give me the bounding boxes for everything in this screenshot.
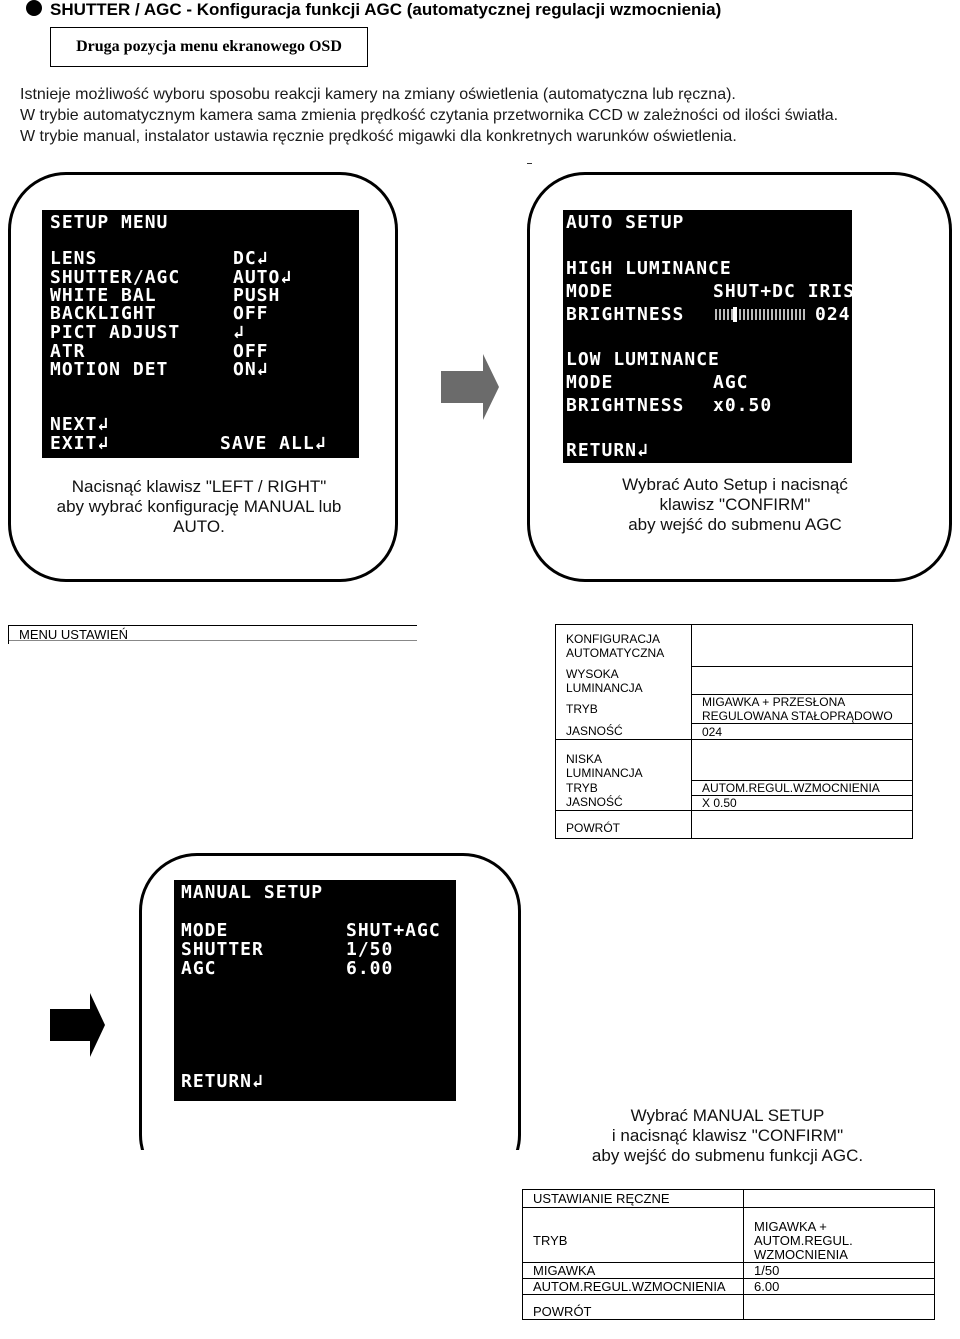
osd-label: BACKLIGHT: [50, 303, 157, 324]
intro-line: W trybie automatycznym kamera sama zmienia prędkość czytania przetwornika CCD w zależności od ilości światła.: [20, 107, 839, 124]
table-cell: JASNOŚĆ: [556, 795, 692, 810]
caption-line: Wybrać Auto Setup i nacisnąć: [622, 475, 848, 494]
table-cell: KONFIGURACJA AUTOMATYCZNA: [556, 625, 692, 667]
osd-value: 1/50: [346, 939, 394, 960]
osd-label: LENS: [50, 248, 98, 269]
osd-value: ↲: [233, 322, 245, 343]
table-cell: [692, 667, 913, 695]
osd-high-luminance: HIGH LUMINANCE: [566, 258, 732, 279]
osd-exit: EXIT↲: [50, 433, 110, 454]
osd-title: MANUAL SETUP: [181, 882, 324, 903]
auto-config-table: [555, 624, 913, 839]
table-cell: [692, 740, 913, 781]
table-cell: POWRÓT: [556, 810, 692, 838]
setup-menu-caption: [40, 477, 358, 537]
table-cell: TRYB: [523, 1208, 744, 1263]
osd-value: x0.50: [713, 395, 773, 416]
manual-setup-screen: [174, 880, 456, 1101]
osd-value: SHUT+DC IRIS: [713, 281, 856, 302]
osd-label: SHUTTER: [181, 939, 264, 960]
osd-label: WHITE BAL: [50, 285, 157, 306]
osd-return: RETURN↲: [566, 440, 649, 461]
osd-value: OFF: [233, 303, 269, 324]
manual-config-table: [522, 1189, 935, 1320]
table-cell: AUTOM.REGUL.WZMOCNIENIA: [523, 1279, 744, 1295]
table-cell: MIGAWKA + PRZESŁONA REGULOWANA STAŁOPRĄDOWO: [692, 695, 913, 724]
table-cell: AUTOM.REGUL.WZMOCNIENIA: [692, 780, 913, 795]
caption-line: Wybrać MANUAL SETUP: [630, 1106, 825, 1125]
osd-return: RETURN↲: [181, 1071, 264, 1092]
table-cell: [692, 625, 913, 667]
osd-position-box: Druga pozycja menu ekranowego OSD: [50, 27, 368, 67]
osd-label: BRIGHTNESS: [566, 395, 685, 416]
table-cell: MIGAWKA + AUTOM.REGUL. WZMOCNIENIA: [744, 1208, 935, 1263]
osd-value: 024: [815, 304, 851, 325]
right-arrow-icon: [50, 993, 105, 1057]
osd-label: SHUTTER/AGC: [50, 267, 181, 288]
auto-setup-screen: [563, 210, 856, 463]
osd-label: AGC: [181, 958, 217, 979]
osd-value: PUSH: [233, 285, 281, 306]
osd-value: OFF: [233, 341, 269, 362]
caption-line: klawisz "CONFIRM": [659, 495, 811, 514]
table-cell: POWRÓT: [523, 1295, 744, 1320]
osd-title: AUTO SETUP: [566, 212, 685, 233]
table-cell: WYSOKA LUMINANCJA: [556, 667, 692, 695]
table-cell: 1/50: [744, 1263, 935, 1279]
intro-line: W trybie manual, instalator ustawia ręcznie prędkość migawki dla konkretnych warunków oświetlenia.: [20, 128, 737, 145]
table-cell: USTAWIANIE RĘCZNE: [523, 1190, 744, 1208]
divider: [9, 640, 417, 641]
right-arrow-icon: [441, 354, 499, 420]
table-cell: X 0.50: [692, 795, 913, 810]
table-cell: NISKA LUMINANCJA: [556, 740, 692, 781]
osd-title: SETUP MENU: [50, 212, 169, 233]
intro-text: [20, 84, 838, 147]
section-title: SHUTTER / AGC - Konfiguracja funkcji AGC (automatycznej regulacji wzmocnienia): [50, 0, 722, 19]
osd-low-luminance: LOW LUMINANCE: [566, 349, 720, 370]
osd-label: PICT ADJUST: [50, 322, 181, 343]
table-cell: [744, 1190, 935, 1208]
osd-label: MOTION DET: [50, 359, 169, 380]
osd-value: DC↲: [233, 248, 269, 269]
osd-value: SHUT+AGC: [346, 920, 441, 941]
intro-line: Istnieje możliwość wyboru sposobu reakcji kamery na zmiany oświetlenia (automatyczna lub ręczna).: [20, 86, 736, 103]
osd-label: BRIGHTNESS: [566, 304, 685, 325]
manual-setup-caption: [560, 1106, 895, 1166]
caption-line: Nacisnąć klawisz "LEFT / RIGHT": [71, 477, 327, 496]
caption-line: i nacisnąć klawisz "CONFIRM": [611, 1126, 844, 1145]
osd-label: MODE: [566, 372, 614, 393]
table-cell: 6.00: [744, 1279, 935, 1295]
caption-line: aby wybrać konfigurację MANUAL lub: [56, 497, 342, 516]
osd-save-all: SAVE ALL↲: [220, 433, 327, 454]
bullet-icon: [26, 0, 42, 16]
osd-value: 6.00: [346, 958, 394, 979]
table-cell: TRYB: [556, 695, 692, 724]
caption-line: aby wejść do submenu AGC: [628, 515, 842, 534]
table-cell: MIGAWKA: [523, 1263, 744, 1279]
brightness-slider: [715, 309, 805, 320]
dash-mark: [527, 163, 532, 164]
table-cell: [692, 810, 913, 838]
auto-setup-caption: [560, 475, 910, 535]
caption-line: aby wejść do submenu funkcji AGC.: [591, 1146, 864, 1165]
table-cell: 024: [692, 724, 913, 740]
caption-line: AUTO.: [173, 517, 225, 536]
panel-cut: [135, 1150, 530, 1200]
osd-value: ON↲: [233, 359, 269, 380]
setup-menu-screen: [42, 210, 359, 458]
osd-next: NEXT↲: [50, 414, 110, 435]
osd-value: AUTO↲: [233, 267, 293, 288]
osd-value: AGC: [713, 372, 749, 393]
table-cell: JASNOŚĆ: [556, 724, 692, 740]
osd-label: MODE: [181, 920, 229, 941]
menu-label-frame: [8, 625, 417, 644]
menu-label: MENU USTAWIEŃ: [19, 627, 129, 642]
osd-label: ATR: [50, 341, 86, 362]
table-cell: [744, 1295, 935, 1320]
osd-label: MODE: [566, 281, 614, 302]
table-cell: TRYB: [556, 780, 692, 795]
